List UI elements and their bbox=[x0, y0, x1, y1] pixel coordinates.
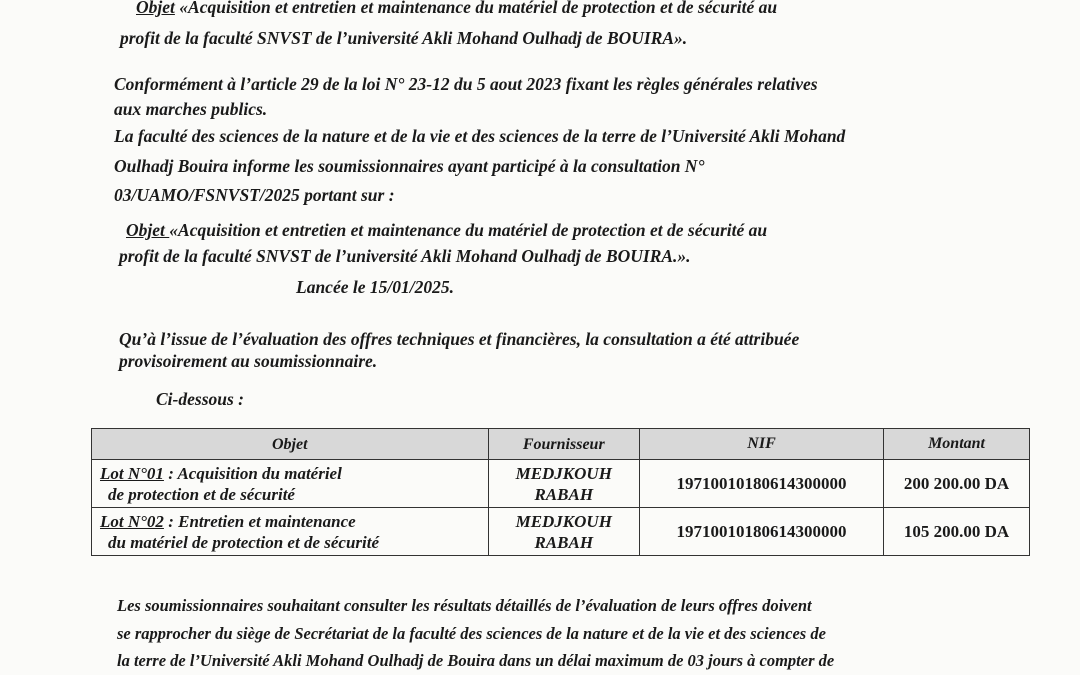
para3-line2: provisoirement au soumissionnaire. bbox=[119, 351, 378, 371]
supplier-line1: MEDJKOUH bbox=[515, 511, 612, 531]
supplier-line2: RABAH bbox=[534, 532, 594, 552]
header-nif: NIF bbox=[639, 429, 883, 460]
objet2-text1: «Acquisition et entretien et maintenance du matériel de protection et de sécurité au bbox=[169, 220, 768, 240]
para3-line1: Qu’à l’issue de l’évaluation des offres techniques et financières, la consultation a été attribuée bbox=[119, 329, 800, 349]
amount-cell: 200 200.00 DA bbox=[884, 460, 1030, 508]
nif-cell: 19710010180614300000 bbox=[639, 508, 883, 556]
amount-cell: 105 200.00 DA bbox=[884, 508, 1030, 556]
supplier-cell bbox=[488, 508, 639, 556]
objet2-line2: profit de la faculté SNVST de l’université Akli Mohand Oulhadj de BOUIRA.». bbox=[119, 246, 691, 266]
table-row bbox=[92, 508, 1030, 556]
ci-dessous-label: Ci-dessous : bbox=[156, 389, 244, 409]
nif-cell: 19710010180614300000 bbox=[639, 460, 883, 508]
footer-line1: Les soumissionnaires souhaitant consulter les résultats détaillés de l’évaluation de leurs offres doivent bbox=[117, 596, 812, 615]
header-objet-label: Objet bbox=[136, 0, 175, 17]
results-table bbox=[91, 428, 1030, 556]
para1-line2: aux marches publics. bbox=[114, 99, 268, 119]
launch-date: Lancée le 15/01/2025. bbox=[296, 277, 454, 297]
para2-line2: Oulhadj Bouira informe les soumissionnaires ayant participé à la consultation N° bbox=[114, 156, 705, 176]
lot-description bbox=[92, 460, 489, 508]
header-fournisseur: Fournisseur bbox=[488, 429, 639, 460]
lot-text-line1: : Acquisition du matériel bbox=[163, 463, 342, 483]
para2-line3: 03/UAMO/FSNVST/2025 portant sur : bbox=[114, 185, 395, 205]
header-montant: Montant bbox=[884, 429, 1030, 460]
header-objet: Objet bbox=[92, 429, 489, 460]
para2-line1: La faculté des sciences de la nature et de la vie et des sciences de la terre de l’Université Akli Mohand bbox=[114, 126, 846, 146]
lot-text-line2: de protection et de sécurité bbox=[108, 484, 295, 504]
header-objet-line1 bbox=[136, 0, 777, 18]
objet2-line1 bbox=[126, 219, 767, 241]
lot-label: Lot N°02 bbox=[100, 511, 164, 531]
para1-line1: Conformément à l’article 29 de la loi N° 23-12 du 5 aout 2023 fixant les règles générales relatives bbox=[114, 74, 818, 94]
lot-text-line2: du matériel de protection et de sécurité bbox=[108, 532, 380, 552]
supplier-line2: RABAH bbox=[534, 484, 594, 504]
footer-line3: la terre de l’Université Akli Mohand Oulhadj de Bouira dans un délai maximum de 03 jours à compter de bbox=[117, 651, 835, 670]
supplier-line1: MEDJKOUH bbox=[515, 463, 612, 483]
table-header-row bbox=[92, 429, 1030, 460]
footer-line2: se rapprocher du siège de Secrétariat de la faculté des sciences de la nature et de la vie et des sciences de bbox=[117, 624, 826, 643]
lot-description bbox=[92, 508, 489, 556]
lot-label: Lot N°01 bbox=[100, 463, 164, 483]
lot-text-line1: : Entretien et maintenance bbox=[163, 511, 356, 531]
header-objet-line2: profit de la faculté SNVST de l’université Akli Mohand Oulhadj de BOUIRA». bbox=[120, 28, 688, 48]
supplier-cell bbox=[488, 460, 639, 508]
header-objet-text1: «Acquisition et entretien et maintenance du matériel de protection et de sécurité au bbox=[174, 0, 778, 17]
objet2-label: Objet bbox=[126, 220, 170, 240]
table-row bbox=[92, 460, 1030, 508]
